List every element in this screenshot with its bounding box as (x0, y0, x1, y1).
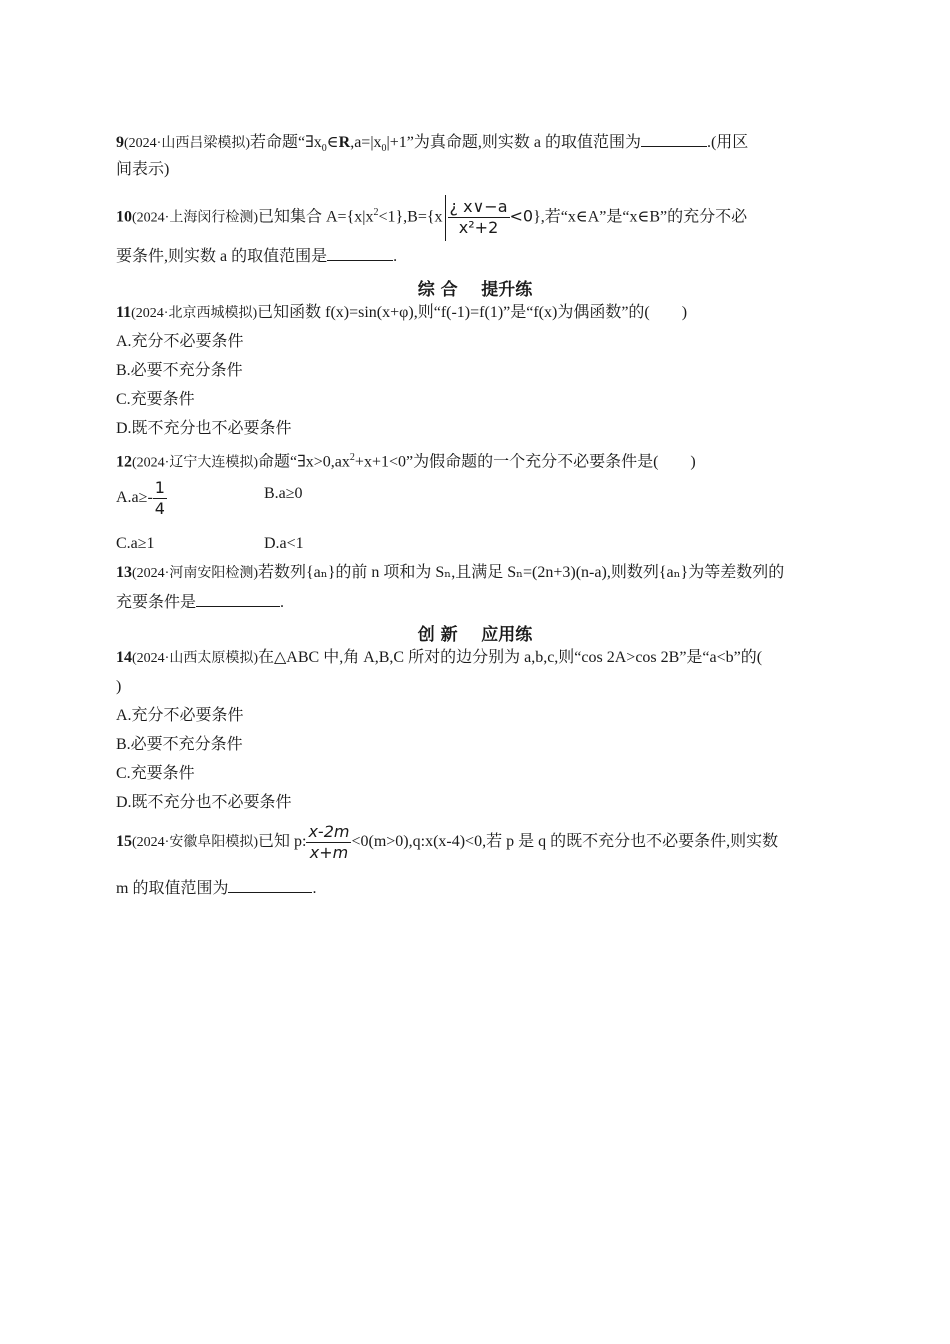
question-14 (116, 648, 762, 669)
question-15-line2 (116, 878, 316, 899)
question-text: . (280, 594, 285, 611)
question-9 (116, 132, 748, 159)
subscript: 0 (321, 143, 327, 155)
question-source: (2024·安徽阜阳模拟) (132, 835, 258, 850)
question-text: <0(m>0),q:x(x-4)<0,若 p 是 q 的既不充分也不必要条件,则实数 (351, 833, 779, 850)
fraction-denominator: x+m (309, 842, 349, 862)
question-number: 11 (116, 304, 132, 321)
question-text: 命题“∃x>0,ax (258, 453, 350, 471)
question-10-line2 (116, 246, 397, 267)
question-text: +x+1<0”为假命题的一个充分不必要条件是( ) (354, 453, 696, 471)
set-builder-bar (445, 195, 446, 241)
answer-blank[interactable] (196, 592, 280, 607)
question-number: 13 (116, 564, 132, 581)
option-a[interactable]: A.充分不必要条件 (116, 707, 244, 724)
fraction (448, 197, 510, 238)
question-10 (116, 190, 747, 241)
question-number: 15 (116, 833, 132, 850)
question-source: (2024·上海闵行检测) (132, 210, 258, 226)
question-15 (116, 820, 778, 865)
superscript: 2 (373, 207, 379, 218)
question-text: m 的取值范围为 (116, 880, 229, 897)
question-text: . (393, 248, 398, 265)
question-14-line2: ) (116, 678, 122, 695)
fraction-numerator: x-2m (308, 821, 350, 841)
section-title: 创 新 应用练 (417, 625, 533, 645)
question-source: (2024·辽宁大连模拟) (132, 455, 258, 471)
question-text: 在△ABC 中,角 A,B,C 所对的边分别为 a,b,c,则“cos 2A>cos 2B”是“a<b”的( (258, 649, 763, 666)
question-number: 9 (116, 134, 124, 151)
fraction-numerator: ¿ x∨−a (449, 197, 508, 217)
question-text: 要条件,则实数 a 的取值范围是 (116, 248, 328, 265)
question-source: (2024·山西吕梁模拟) (124, 136, 250, 151)
question-number: 14 (116, 649, 132, 666)
question-text: ∈ (326, 134, 339, 151)
section-title: 综 合 提升练 (417, 280, 533, 300)
question-13-line2 (116, 592, 284, 613)
answer-blank[interactable] (228, 878, 312, 893)
question-number: 10 (116, 208, 132, 226)
option-d[interactable]: D.既不充分也不必要条件 (116, 420, 292, 437)
question-text: 充要条件是 (116, 594, 197, 611)
question-source: (2024·北京西城模拟) (131, 306, 258, 321)
subscript: 0 (381, 143, 387, 155)
option-text: A.a≥- (116, 489, 153, 506)
superscript: 2 (349, 452, 355, 463)
option-b[interactable]: B.a≥0 (264, 485, 303, 502)
question-text: 若数列{aₙ}的前 n 项和为 Sₙ,且满足 Sₙ=(2n+3)(n-a),则数列{aₙ}为等差数列的 (258, 564, 785, 581)
option-d[interactable]: D.a<1 (264, 535, 304, 552)
option-c[interactable]: C.a≥1 (116, 535, 155, 552)
question-11 (116, 303, 687, 324)
fraction (153, 478, 167, 519)
option-b[interactable]: B.必要不充分条件 (116, 362, 243, 379)
option-c[interactable]: C.充要条件 (116, 391, 195, 408)
option-d[interactable]: D.既不充分也不必要条件 (116, 794, 292, 811)
question-text: .(用区 (706, 134, 749, 151)
question-text: . (312, 880, 317, 897)
question-text: <1},B={x (378, 208, 443, 226)
question-9-line2: 间表示) (116, 161, 170, 178)
question-12 (116, 448, 696, 473)
option-b[interactable]: B.必要不充分条件 (116, 736, 243, 753)
fraction (306, 822, 351, 863)
fraction-numerator: 1 (154, 477, 165, 497)
answer-blank[interactable] (327, 246, 393, 261)
option-a[interactable] (116, 477, 167, 519)
question-text: },若“x∈A”是“x∈B”的充分不必 (533, 208, 748, 226)
question-text: <0 (509, 206, 534, 226)
option-c[interactable]: C.充要条件 (116, 765, 195, 782)
question-text: ,a=|x (350, 134, 382, 151)
real-set-symbol: R (338, 134, 351, 151)
question-text: 若命题“∃x (250, 134, 322, 151)
question-text: 已知集合 A={x|x (258, 208, 374, 226)
answer-blank[interactable] (641, 132, 707, 147)
question-source: (2024·山西太原模拟) (132, 651, 258, 666)
option-a[interactable]: A.充分不必要条件 (116, 333, 244, 350)
fraction-denominator: 4 (154, 498, 165, 518)
question-text: 已知函数 f(x)=sin(x+φ),则“f(-1)=f(1)”是“f(x)为偶函数”的( ) (257, 304, 688, 321)
question-source: (2024·河南安阳检测) (132, 566, 258, 581)
question-13 (116, 563, 784, 584)
question-text: |+1”为真命题,则实数 a 的取值范围为 (386, 134, 641, 151)
question-number: 12 (116, 453, 132, 471)
question-text: 已知 p: (258, 833, 307, 850)
fraction-denominator: x²+2 (458, 218, 499, 238)
